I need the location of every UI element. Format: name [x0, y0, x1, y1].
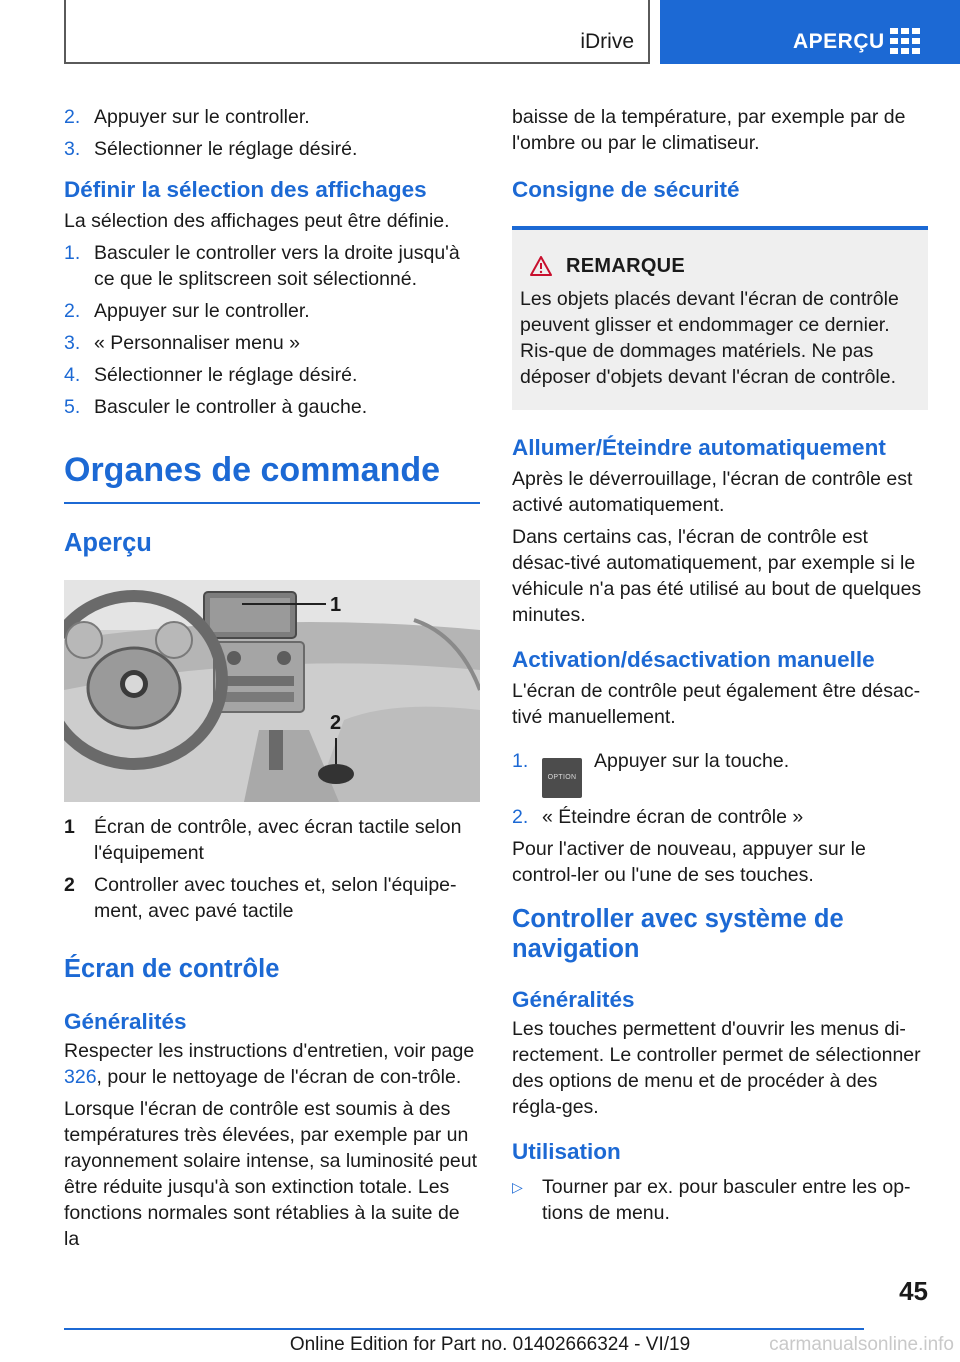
bullet-list [512, 1174, 928, 1226]
photo-callout-2: 2 [330, 712, 342, 734]
note-box [512, 226, 928, 410]
cockpit-photo [64, 580, 480, 802]
list-item: 3. « Personnaliser menu » [64, 332, 300, 354]
legend-item: 1 Écran de contrôle, avec écran tactile selon l'équipement [64, 816, 462, 864]
page-link[interactable]: 326 [64, 1066, 97, 1088]
chapter-tab[interactable] [660, 0, 960, 64]
cockpit-illustration [64, 580, 480, 802]
list-item: 2. Appuyer sur le controller. [64, 300, 310, 322]
option-button-icon: OPTION [542, 758, 582, 798]
edition-line: Online Edition for Part no. 01402666324 - VI/19 [289, 1334, 691, 1355]
paragraph-continued: baisse de la température, par exemple par de l'ombre ou par le climatiseur. [512, 106, 906, 154]
list-item: 3. Sélectionner le réglage désiré. [64, 138, 358, 160]
chapter-rule [64, 502, 480, 504]
list-item: 2. Appuyer sur le controller. [64, 106, 310, 128]
watermark: carmanualsonline.info [769, 1334, 954, 1355]
list-item: 2. « Éteindre écran de contrôle » [512, 806, 804, 828]
chapter-title: Organes de commande [64, 451, 441, 489]
paragraph: Pour l'activer de nouveau, appuyer sur le control-ler ou l'une de ses touches. [512, 838, 866, 886]
heading-ecran: Écran de contrôle [64, 955, 280, 983]
header-box [64, 0, 650, 64]
heading-generalites-2: Généralités [512, 987, 635, 1012]
page-number: 45 [899, 1276, 928, 1306]
steps-top [64, 104, 480, 162]
heading-apercu: Aperçu [64, 529, 152, 557]
heading-controller: Controller avec système de navigation [512, 905, 844, 963]
paragraph-maintenance: Respecter les instructions d'entretien, voir page 326, pour le nettoyage de l'écran de con-trôle. [64, 1040, 475, 1088]
footer-rule [64, 1328, 864, 1330]
paragraph-temperature: Lorsque l'écran de contrôle est soumis à des températures très élevées, par exemple par un rayonnement solaire intense, sa luminosité peut être réduite jusqu'à son extinction totale. Les fonctions normales sont rétablies à la suite de la [64, 1098, 477, 1250]
list-item: 1. OPTIONAppuyer sur la touche. [512, 748, 928, 798]
grid-icon [890, 28, 920, 54]
paragraph: Après le déverrouillage, l'écran de contrôle est activé automatiquement. [512, 468, 913, 516]
heading-allumer: Allumer/Éteindre automatiquement [512, 435, 886, 460]
right-column [512, 104, 928, 1232]
steps-display [64, 240, 480, 420]
list-item: 1. Basculer le controller vers la droite jusqu'à ce que le splitscreen soit sélectionné. [64, 242, 460, 290]
steps-manual [512, 748, 928, 830]
heading-display-selection: Définir la sélection des affichages [64, 177, 427, 202]
paragraph: La sélection des affichages peut être définie. [64, 210, 450, 232]
list-item: 4. Sélectionner le réglage désiré. [64, 364, 358, 386]
paragraph: Dans certains cas, l'écran de contrôle est désac-tivé automatiquement, par exemple si le véhicule n'a pas été utilisé au bout de quelques minutes. [512, 526, 922, 626]
chapter-tab-label: APERÇU [793, 30, 885, 53]
heading-utilisation: Utilisation [512, 1139, 621, 1164]
paragraph: L'écran de contrôle peut également être désac-tivé manuellement. [512, 680, 921, 728]
note-title: REMARQUE [520, 254, 920, 278]
heading-activation: Activation/désactivation manuelle [512, 647, 875, 672]
warning-icon [530, 256, 552, 276]
paragraph: Les touches permettent d'ouvrir les menus di-rectement. Le controller permet de sélectionner des options de menu et de procéder à des régla-ges. [512, 1018, 921, 1118]
legend-item: 2 Controller avec touches et, selon l'équipe-ment, avec pavé tactile [64, 874, 457, 922]
photo-legend [64, 814, 480, 924]
left-column [64, 104, 480, 1258]
heading-generalites: Généralités [64, 1009, 187, 1034]
note-text: Les objets placés devant l'écran de contrôle peuvent glisser et endommager ce dernier. Ris-que de dommages matériels. Ne pas déposer d'objets devant l'écran de contrôle. [520, 288, 899, 388]
photo-callout-1: 1 [330, 594, 342, 616]
list-item: ▷ Tourner par ex. pour basculer entre les op-tions de menu. [512, 1176, 911, 1224]
list-item: 5. Basculer le controller à gauche. [64, 396, 368, 418]
triangle-bullet-icon: ▷ [512, 1179, 523, 1195]
section-title: iDrive [580, 30, 634, 53]
heading-consigne: Consigne de sécurité [512, 177, 740, 202]
